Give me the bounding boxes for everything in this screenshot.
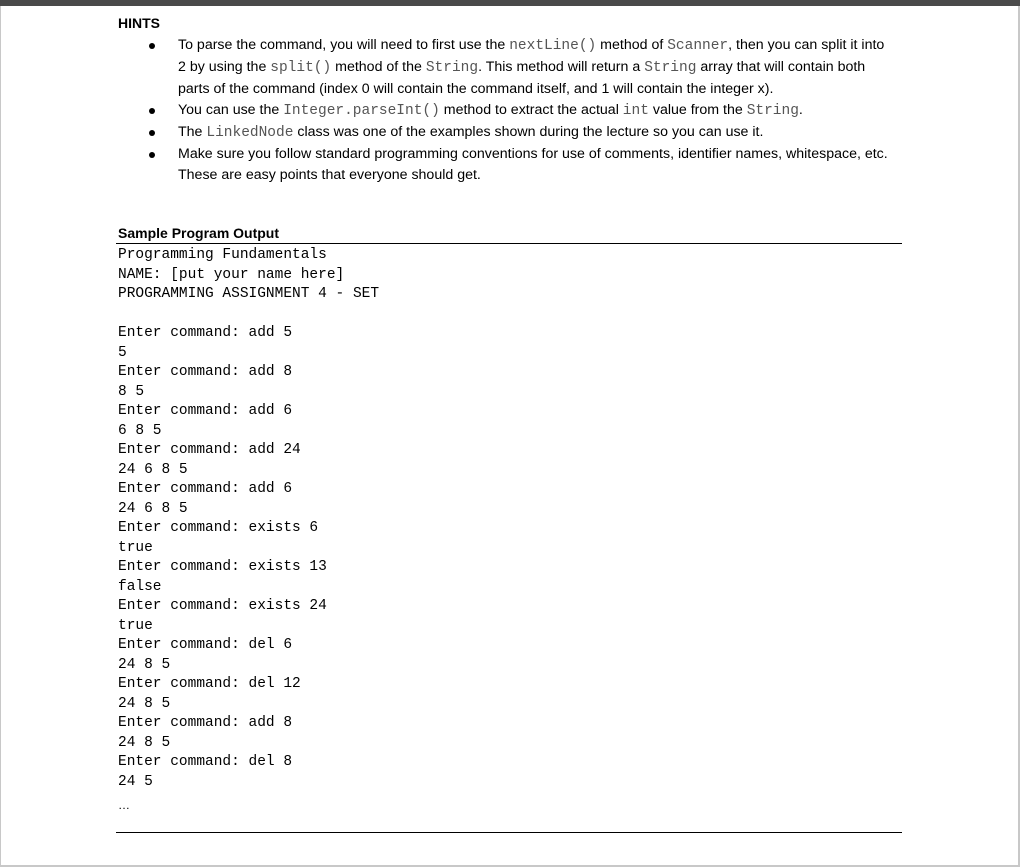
code-int: int bbox=[622, 103, 649, 119]
output-line: Enter command: exists 24 bbox=[118, 598, 327, 614]
output-line: Enter command: add 8 bbox=[118, 364, 293, 380]
output-line: 24 6 8 5 bbox=[118, 500, 188, 517]
output-line: Enter command: add 5 bbox=[118, 325, 293, 341]
output-line: false bbox=[118, 578, 162, 595]
bullet-dot bbox=[149, 108, 155, 114]
output-line: 24 8 5 bbox=[118, 734, 171, 751]
output-line: Programming Fundamentals bbox=[118, 247, 327, 263]
output-line: Enter command: del 6 bbox=[118, 637, 293, 653]
output-line: Enter command: add 24 bbox=[118, 442, 301, 458]
hint-item-conventions: Make sure you follow standard programming conventions for use of comments, identifier names, whitespace, etc. These are easy points that everyone should get. bbox=[0, 144, 893, 186]
output-line: Enter command: add 6 bbox=[118, 403, 293, 419]
output-line: true bbox=[118, 539, 153, 556]
code-string: String bbox=[644, 60, 697, 76]
code-split: split() bbox=[270, 60, 332, 76]
code-integer-parseint: Integer.parseInt() bbox=[283, 103, 440, 119]
hints-list bbox=[0, 35, 1020, 186]
output-line: 5 bbox=[118, 344, 127, 361]
output-line: Enter command: del 8 bbox=[118, 754, 293, 770]
output-line: PROGRAMMING ASSIGNMENT 4 - SET bbox=[118, 286, 380, 302]
output-line: true bbox=[118, 617, 153, 634]
code-scanner: Scanner bbox=[667, 38, 729, 54]
code-linkednode: LinkedNode bbox=[206, 125, 294, 141]
output-line: 24 6 8 5 bbox=[118, 461, 188, 478]
output-line: 24 8 5 bbox=[118, 695, 171, 712]
bullet-dot bbox=[149, 130, 155, 136]
output-line: Enter command: add 8 bbox=[118, 715, 293, 731]
sample-bottom-rule bbox=[116, 832, 902, 833]
output-line: 6 8 5 bbox=[118, 422, 162, 439]
output-line: 24 5 bbox=[118, 773, 153, 790]
output-line: 24 8 5 bbox=[118, 656, 171, 673]
output-line: 8 5 bbox=[118, 383, 145, 400]
code-string: String bbox=[425, 60, 479, 76]
output-ellipsis: … bbox=[118, 798, 130, 812]
output-line: Enter command: add 6 bbox=[118, 481, 293, 497]
hint-item-parseint: You can use the Integer.parseInt() method to extract the actual int value from the String. bbox=[0, 100, 893, 122]
output-line: Enter command: exists 6 bbox=[118, 520, 319, 536]
output-line bbox=[118, 305, 379, 325]
bullet-dot bbox=[149, 43, 155, 49]
sample-output-heading: Sample Program Output bbox=[118, 225, 280, 241]
output-line: NAME: [put your name here] bbox=[118, 266, 345, 283]
output-line: Enter command: del 12 bbox=[118, 676, 301, 692]
bullet-dot bbox=[149, 152, 155, 158]
hint-item-linkednode: The LinkedNode class was one of the examples shown during the lecture so you can use it. bbox=[0, 122, 893, 144]
code-nextline: nextLine() bbox=[509, 38, 597, 54]
hint-item-parse-command: To parse the command, you will need to first use the nextLine() method of Scanner, then you can split it into 2 by using the split() method of the String. This method will return a String array that will contain both parts of the command (index 0 will contain the command itself, and 1 will contain the integer x). bbox=[0, 35, 893, 100]
window-top-bar bbox=[0, 0, 1020, 6]
hints-heading: HINTS bbox=[118, 15, 160, 31]
sample-output-block bbox=[118, 246, 379, 792]
code-string: String bbox=[746, 103, 799, 119]
output-line: Enter command: exists 13 bbox=[118, 559, 327, 575]
sample-top-rule bbox=[116, 243, 902, 244]
